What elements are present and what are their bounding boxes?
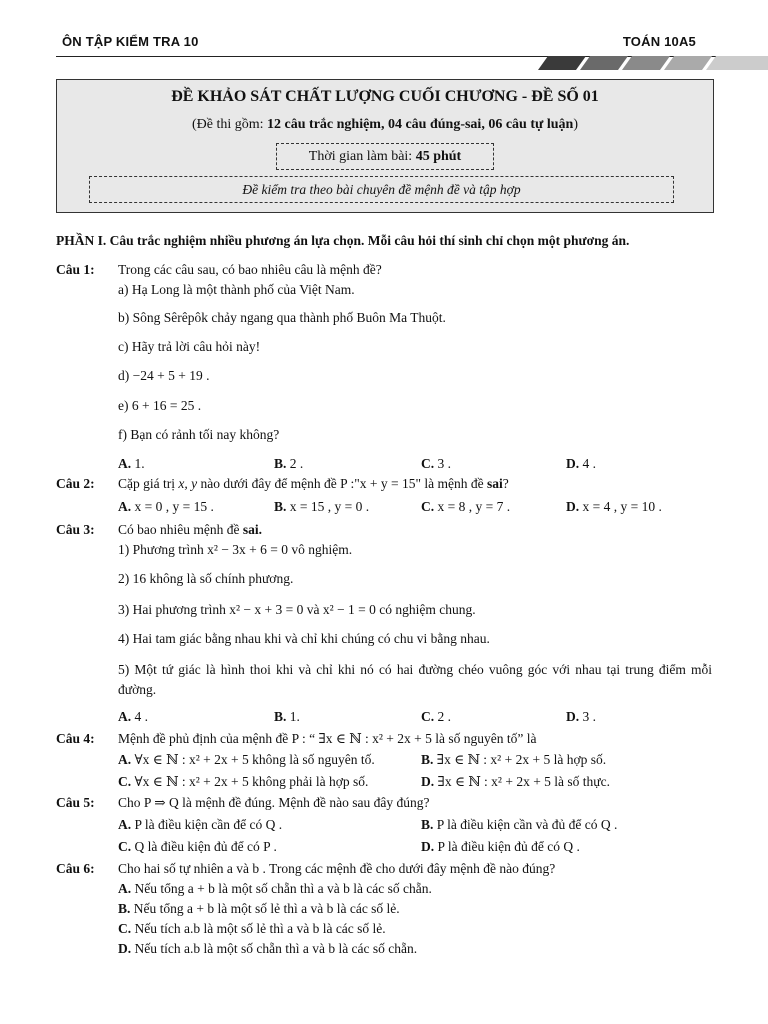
q2-option-d[interactable] <box>566 499 662 515</box>
q2-text <box>118 476 509 492</box>
header-right: TOÁN 10A5 <box>622 34 696 49</box>
q2-text-a: Cặp giá trị <box>118 476 179 491</box>
q5-text: Cho P ⇒ Q là mệnh đề đúng. Mệnh đề nào sau đây đúng? <box>118 795 430 810</box>
exam-time-box <box>276 143 494 170</box>
option-text: 3 . <box>437 456 451 471</box>
option-text: ∀x ∈ ℕ : x² + 2x + 5 không là số nguyên tố. <box>134 752 375 767</box>
option-letter: D. <box>421 774 435 789</box>
q3-option-b[interactable] <box>274 709 300 725</box>
option-text: ∀x ∈ ℕ : x² + 2x + 5 không phải là hợp số. <box>134 774 369 789</box>
q3-text-a: Có bao nhiêu mệnh đề <box>118 522 243 537</box>
q6-option-c[interactable] <box>118 921 386 937</box>
time-value: 45 phút <box>415 149 462 164</box>
subtitle-bold: 12 câu trắc nghiệm, 04 câu đúng-sai, 06 câu tự luận <box>267 117 574 132</box>
q1-item-b: b) Sông Sêrêpôk chảy ngang qua thành phố Buôn Ma Thuột. <box>118 310 446 325</box>
option-text: 2 . <box>437 709 451 724</box>
option-letter: A. <box>118 456 132 471</box>
q1-item-c: c) Hãy trả lời câu hỏi này! <box>118 339 261 354</box>
option-text: Nếu tổng a + b là một số lẻ thì a và b là các số lẻ. <box>133 901 400 916</box>
q3-text <box>118 522 262 538</box>
exam-title: ĐỀ KHẢO SÁT CHẤT LƯỢNG CUỐI CHƯƠNG - ĐỀ SỐ 01 <box>171 88 599 105</box>
option-letter: C. <box>421 456 435 471</box>
q5-option-a[interactable] <box>118 817 282 833</box>
q1-option-b[interactable] <box>274 456 303 472</box>
option-letter: B. <box>274 456 287 471</box>
q3-text-bold: sai. <box>242 522 262 537</box>
option-text: P là điều kiện cần và đủ để có Q . <box>436 817 618 832</box>
option-text: P là điều kiện cần để có Q . <box>134 817 283 832</box>
option-text: x = 15 , y = 0 . <box>289 499 370 514</box>
option-letter: B. <box>421 817 434 832</box>
option-text: Nếu tích a.b là một số chẵn thì a và b là các số chẵn. <box>134 941 418 956</box>
q3-item-5: 5) Một tứ giác là hình thoi khi và chỉ khi nó có hai đường chéo vuông góc với nhau tại trung điểm mỗi đường. <box>118 662 712 697</box>
q6-option-d[interactable] <box>118 941 417 957</box>
exam-title-box <box>56 79 714 213</box>
option-letter: B. <box>274 499 287 514</box>
part1-heading: PHẦN I. Câu trắc nghiệm nhiều phương án lựa chọn. Mỗi câu hỏi thí sinh chỉ chọn một phương án. <box>56 233 630 248</box>
option-text: 2 . <box>289 456 304 471</box>
q4-label: Câu 4: <box>56 731 95 746</box>
q2-option-c[interactable] <box>421 499 510 515</box>
q2-math-p: P :"x + y = 15" <box>340 476 422 491</box>
option-text: Nếu tích a.b là một số lẻ thì a và b là các số lẻ. <box>134 921 386 936</box>
q3-item-2: 2) 16 không là số chính phương. <box>118 571 294 586</box>
q1-text: Trong các câu sau, có bao nhiêu câu là mệnh đề? <box>118 262 382 277</box>
option-letter: B. <box>118 901 131 916</box>
subtitle-prefix: (Đề thi gồm: <box>191 117 268 132</box>
option-letter: A. <box>118 499 132 514</box>
q6-option-a[interactable] <box>118 881 432 897</box>
option-text: ∃x ∈ ℕ : x² + 2x + 5 là hợp số. <box>436 752 607 767</box>
q2-label: Câu 2: <box>56 476 95 491</box>
q4-option-c[interactable] <box>118 774 368 790</box>
q6-option-b[interactable] <box>118 901 400 917</box>
q3-option-d[interactable] <box>566 709 596 725</box>
q1-option-d[interactable] <box>566 456 596 472</box>
q2-text-b: nào dưới đây để mệnh đề <box>197 476 341 491</box>
option-letter: D. <box>566 499 580 514</box>
q2-text-bold: sai <box>487 476 503 491</box>
q2-text-c: là mệnh đề <box>421 476 488 491</box>
option-text: x = 4 , y = 10 . <box>582 499 662 514</box>
q6-label: Câu 6: <box>56 861 95 876</box>
q1-label: Câu 1: <box>56 262 95 277</box>
q2-text-d: ? <box>502 476 509 491</box>
q1-item-f: f) Bạn có rảnh tối nay không? <box>118 427 280 442</box>
q2-option-b[interactable] <box>274 499 369 515</box>
header-left: ÔN TẬP KIỂM TRA 10 <box>62 34 199 49</box>
option-text: Q là điều kiện đủ để có P . <box>134 839 277 854</box>
q6-text: Cho hai số tự nhiên a và b . Trong các mệnh đề cho dưới đây mệnh đề nào đúng? <box>118 861 556 876</box>
q1-item-e: e) 6 + 16 = 25 . <box>118 398 202 413</box>
option-letter: B. <box>421 752 434 767</box>
q1-option-c[interactable] <box>421 456 451 472</box>
option-letter: D. <box>118 941 132 956</box>
option-text: x = 8 , y = 7 . <box>437 499 511 514</box>
option-text: 4 . <box>134 709 148 724</box>
q4-option-b[interactable] <box>421 752 606 768</box>
q3-item-1: 1) Phương trình x² − 3x + 6 = 0 vô nghiệm. <box>118 542 353 557</box>
q2-option-a[interactable] <box>118 499 214 515</box>
q5-option-b[interactable] <box>421 817 617 833</box>
q4-option-d[interactable] <box>421 774 610 790</box>
q5-option-c[interactable] <box>118 839 277 855</box>
option-text: 3 . <box>582 709 596 724</box>
q3-label: Câu 3: <box>56 522 95 537</box>
option-letter: C. <box>421 709 435 724</box>
option-text: x = 0 , y = 15 . <box>134 499 214 514</box>
option-letter: C. <box>118 921 132 936</box>
q5-option-d[interactable] <box>421 839 580 855</box>
option-text: P là điều kiện đủ để có Q . <box>437 839 580 854</box>
option-text: Nếu tổng a + b là một số chẵn thì a và b là các số chẵn. <box>134 881 432 896</box>
option-letter: A. <box>118 709 132 724</box>
q2-math-xy: x, y <box>178 476 198 491</box>
q5-label: Câu 5: <box>56 795 95 810</box>
option-letter: C. <box>118 839 132 854</box>
option-text: ∃x ∈ ℕ : x² + 2x + 5 là số thực. <box>437 774 610 789</box>
option-letter: C. <box>421 499 435 514</box>
subtitle-suffix: ) <box>573 117 579 132</box>
option-letter: B. <box>274 709 287 724</box>
option-text: 4 . <box>582 456 596 471</box>
q3-option-a[interactable] <box>118 709 148 725</box>
q3-item-3: 3) Hai phương trình x² − x + 3 = 0 và x² − 1 = 0 có nghiệm chung. <box>118 602 476 617</box>
option-text: 1. <box>289 709 300 724</box>
exam-subtitle <box>57 117 713 133</box>
option-letter: D. <box>566 709 580 724</box>
option-letter: C. <box>118 774 132 789</box>
option-letter: A. <box>118 881 132 896</box>
option-letter: A. <box>118 752 132 767</box>
option-letter: D. <box>566 456 580 471</box>
option-letter: A. <box>118 817 132 832</box>
q1-item-a: a) Hạ Long là một thành phố của Việt Nam. <box>118 282 355 297</box>
option-text: 1. <box>134 456 145 471</box>
header-stripes-decoration <box>538 56 768 70</box>
q3-option-c[interactable] <box>421 709 451 725</box>
q4-text: Mệnh đề phủ định của mệnh đề P : “ ∃x ∈ ℕ : x² + 2x + 5 là số nguyên tố” là <box>118 731 537 746</box>
q1-item-d: d) −24 + 5 + 19 . <box>118 368 210 383</box>
exam-note-box: Đề kiểm tra theo bài chuyên đề mệnh đề và tập hợp <box>89 176 674 203</box>
q1-option-a[interactable] <box>118 456 145 472</box>
option-letter: D. <box>421 839 435 854</box>
time-prefix: Thời gian làm bài: <box>308 149 416 164</box>
q3-item-4: 4) Hai tam giác bằng nhau khi và chỉ khi chúng có chu vi bằng nhau. <box>118 631 490 646</box>
q4-option-a[interactable] <box>118 752 375 768</box>
